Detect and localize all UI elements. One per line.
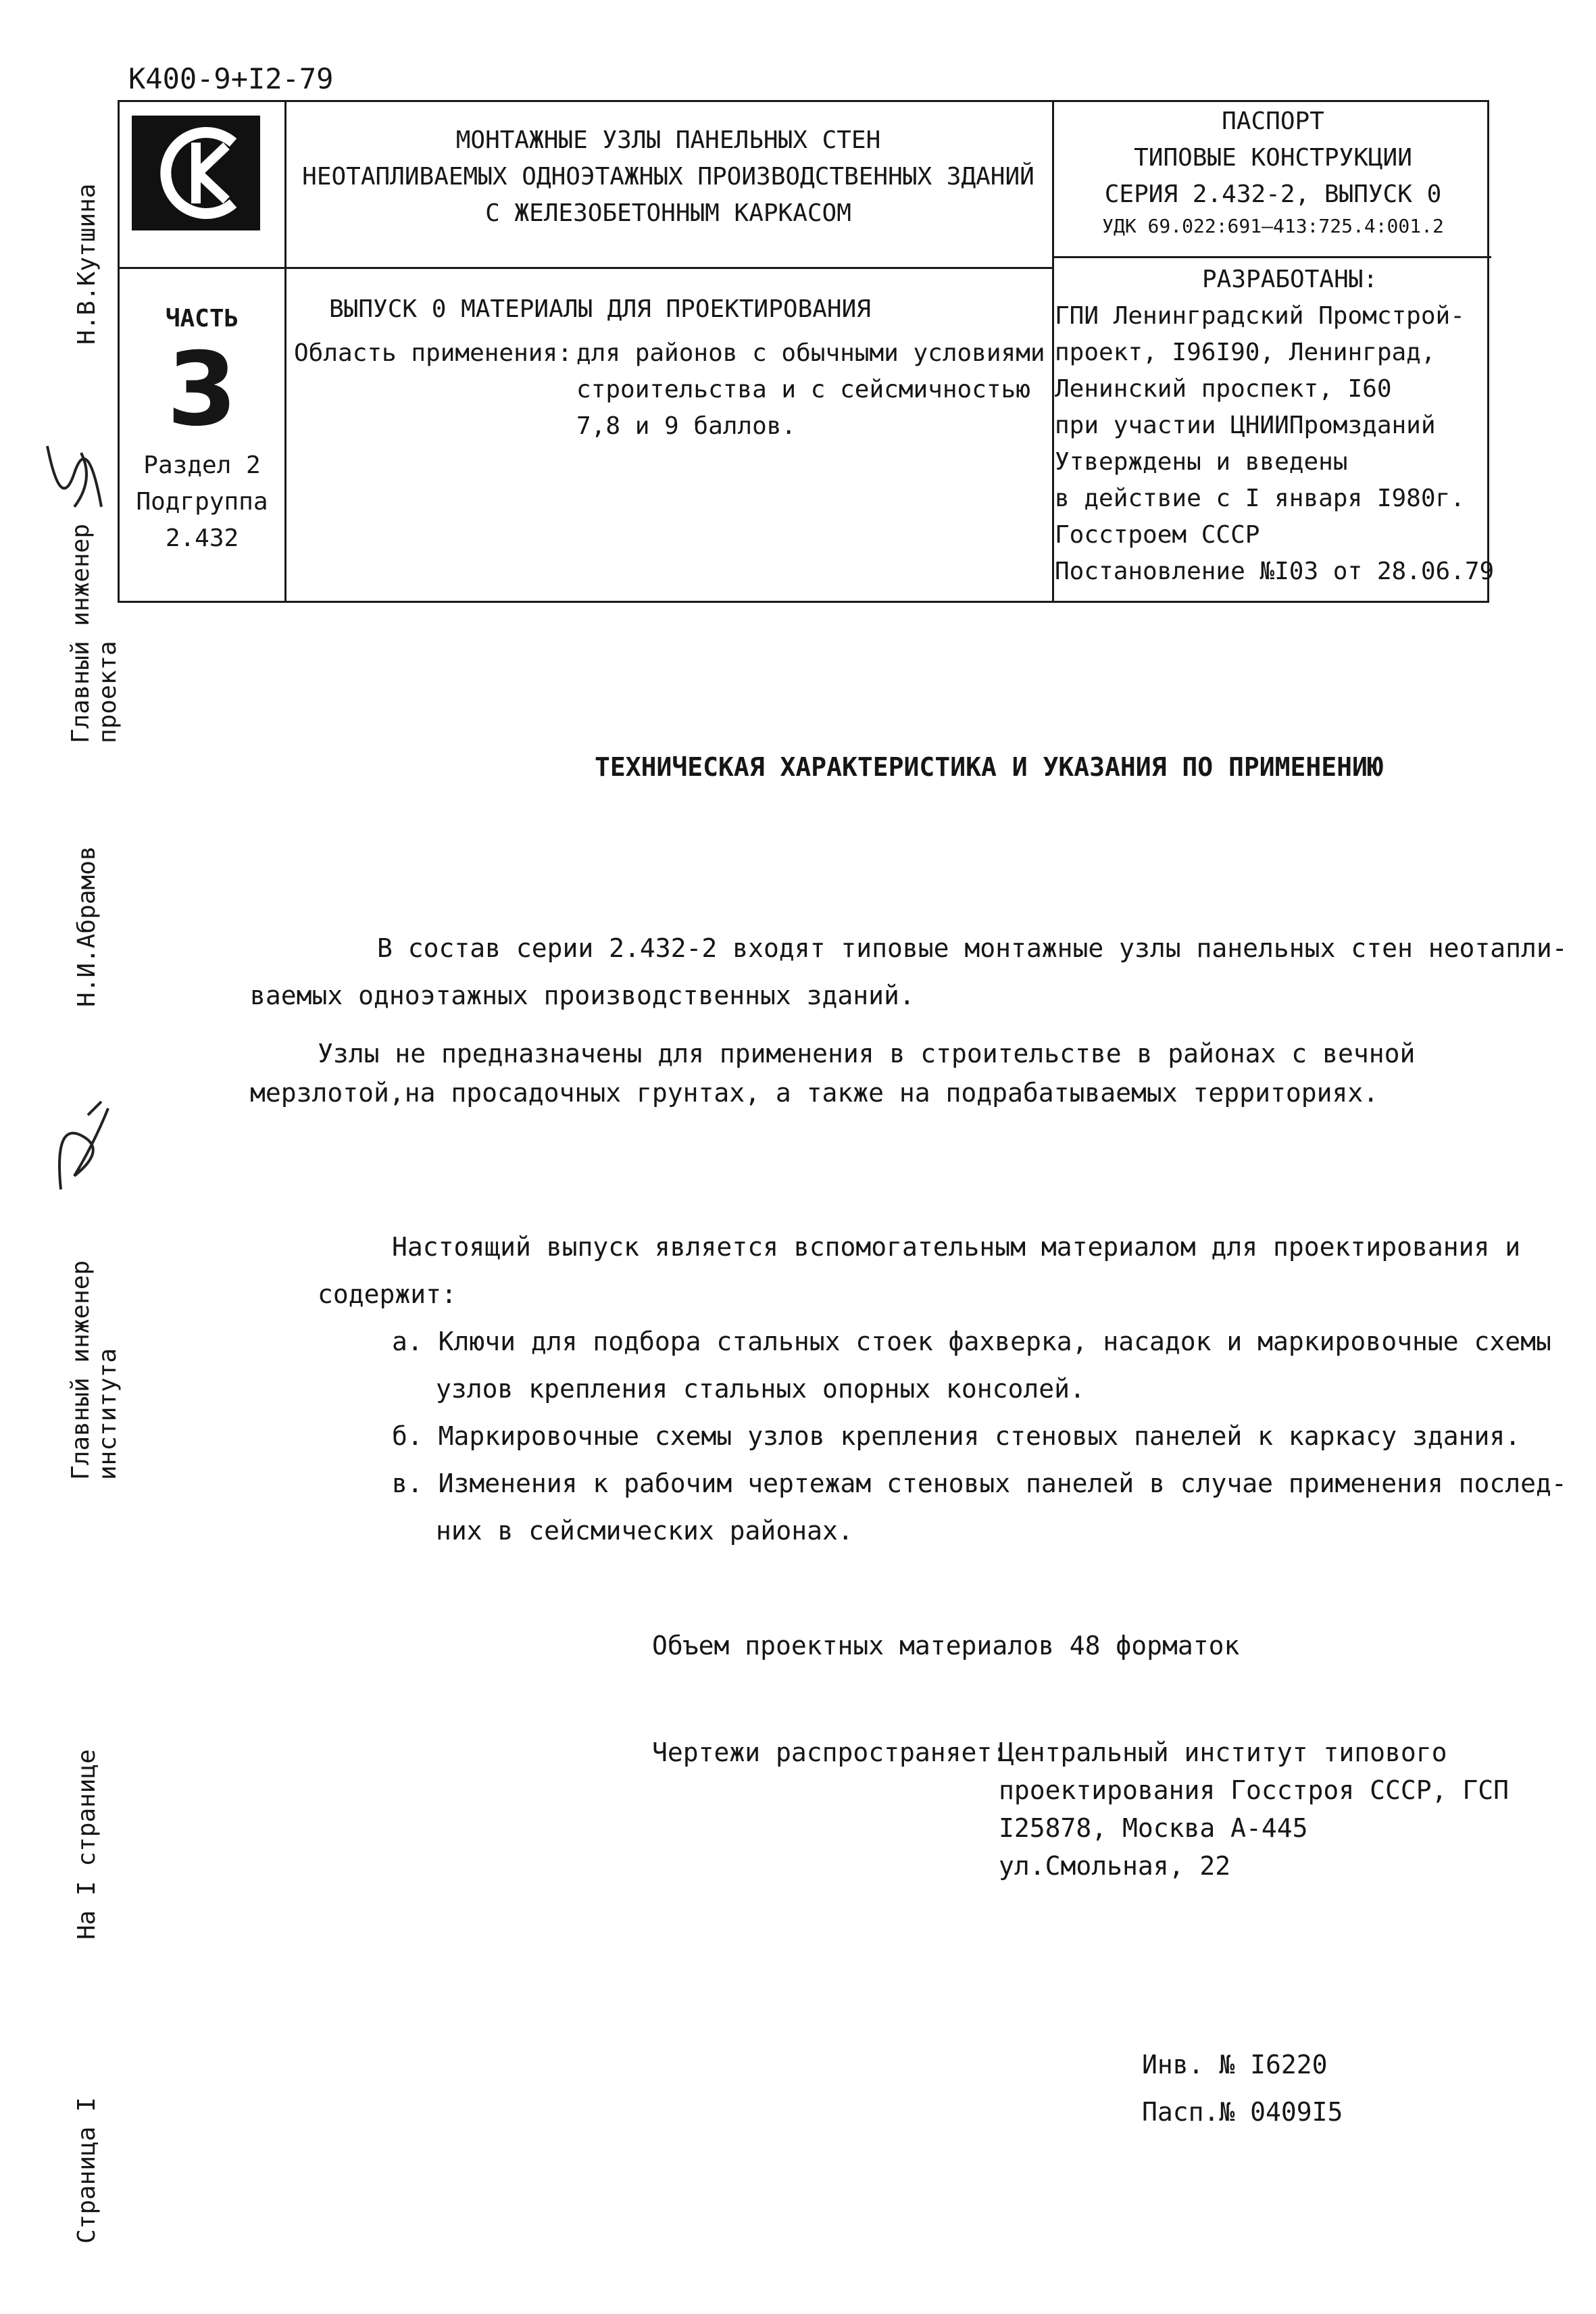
signature-1 bbox=[34, 433, 115, 527]
udc-line: УДК 69.022:691—413:725.4:001.2 bbox=[1102, 215, 1444, 237]
section-line: Подгруппа bbox=[136, 488, 268, 516]
section-line: 2.432 bbox=[165, 524, 239, 552]
list-item: узлов крепления стальных опорных консолей. bbox=[436, 1374, 1085, 1404]
logo-ck-icon bbox=[132, 116, 260, 230]
developer-block: РАЗРАБОТАНЫ: ГПИ Ленинградский Промстрой- проект, I96I90, Ленинград, Ленинский проспект, I60 при участии ЦНИИПромзданий Утверждены и введены в действие с I января I980г. Госстроем СССР Постановление №I03 от 28.06.79 bbox=[1055, 262, 1494, 590]
part-number: 3 bbox=[166, 331, 238, 449]
paragraph-1: В состав серии 2.432-2 входят типовые монтажные узлы панельных стен неотапли- ваемых одноэтажных производственных зданий. bbox=[250, 933, 1568, 1010]
title-block bbox=[118, 100, 1495, 603]
passport-line: ТИПОВЫЕ КОНСТРУКЦИИ bbox=[1134, 144, 1412, 172]
part-block bbox=[120, 305, 284, 557]
title-line: С ЖЕЛЕЗОБЕТОННЫМ КАРКАСОМ bbox=[485, 199, 851, 227]
passport-line: ПАСПОРТ bbox=[1222, 107, 1324, 135]
list-item: б. Маркировочные схемы узлов крепления стеновых панелей к каркасу здания. bbox=[392, 1421, 1521, 1451]
signer-name-1: Н.В.Кутшина bbox=[73, 183, 101, 345]
scope-text: для районов с обычными условиями строительства и с сейсмичностью 7,8 и 9 баллов. bbox=[576, 339, 1045, 440]
document-heading: ТЕХНИЧЕСКАЯ ХАРАКТЕРИСТИКА И УКАЗАНИЯ ПО ПРИМЕНЕНИЮ bbox=[595, 752, 1383, 782]
page-reference: На I странице bbox=[73, 1749, 101, 1940]
section-line: Раздел 2 bbox=[143, 451, 261, 479]
developed-heading: РАЗРАБОТАНЫ: bbox=[1202, 266, 1378, 293]
passport-block bbox=[1055, 103, 1491, 240]
series-title bbox=[289, 122, 1048, 232]
list-item: а. Ключи для подбора стальных стоек фахверка, насадок и маркировочные схемы bbox=[392, 1327, 1551, 1356]
list-item: них в сейсмических районах. bbox=[436, 1516, 853, 1546]
signature-2 bbox=[41, 1095, 115, 1203]
inventory-number: Инв. № I6220 bbox=[1142, 2050, 1328, 2079]
passport-line: СЕРИЯ 2.432-2, ВЫПУСК 0 bbox=[1104, 180, 1442, 208]
list-item: в. Изменения к рабочим чертежам стеновых панелей в случае применения послед- bbox=[392, 1469, 1567, 1498]
contents-list bbox=[392, 1318, 1567, 1554]
signer-role-1: Главный инженер проекта bbox=[67, 523, 122, 743]
signer-name-2: Н.И.Абрамов bbox=[73, 845, 101, 1007]
volume-line: Объем проектных материалов 48 форматок bbox=[652, 1631, 1240, 1660]
institute-logo bbox=[132, 116, 260, 230]
document-code: К400-9+I2-79 bbox=[128, 62, 334, 95]
title-line: НЕОТАПЛИВАЕМЫХ ОДНОЭТАЖНЫХ ПРОИЗВОДСТВЕННЫХ ЗДАНИЙ bbox=[302, 163, 1034, 191]
title-line: МОНТАЖНЫЕ УЗЛЫ ПАНЕЛЬНЫХ СТЕН bbox=[455, 126, 881, 154]
page-number: Страница I bbox=[73, 2097, 101, 2244]
distributor-address: Центральный институт типового проектирования Госстроя СССР, ГСП I25878, Москва А-445 ул.Смольная, 22 bbox=[999, 1738, 1509, 1881]
scope-label: Область применения: bbox=[294, 339, 572, 367]
passport-number: Пасп.№ 0409I5 bbox=[1142, 2097, 1343, 2127]
distributor-label: Чертежи распространяет: bbox=[652, 1738, 1008, 1767]
signer-role-2: Главный инженер института bbox=[67, 1260, 122, 1480]
paragraph-3: Настоящий выпуск является вспомогательным материалом для проектирования и содержит: bbox=[318, 1232, 1521, 1309]
issue-line: ВЫПУСК 0 МАТЕРИАЛЫ ДЛЯ ПРОЕКТИРОВАНИЯ bbox=[329, 295, 871, 323]
paragraph-2: Узлы не предназначены для применения в строительстве в районах с вечной мерзлотой,на просадочных грунтах, а также на подрабатываемых территориях. bbox=[250, 1039, 1416, 1108]
part-label: ЧАСТЬ bbox=[165, 305, 239, 333]
